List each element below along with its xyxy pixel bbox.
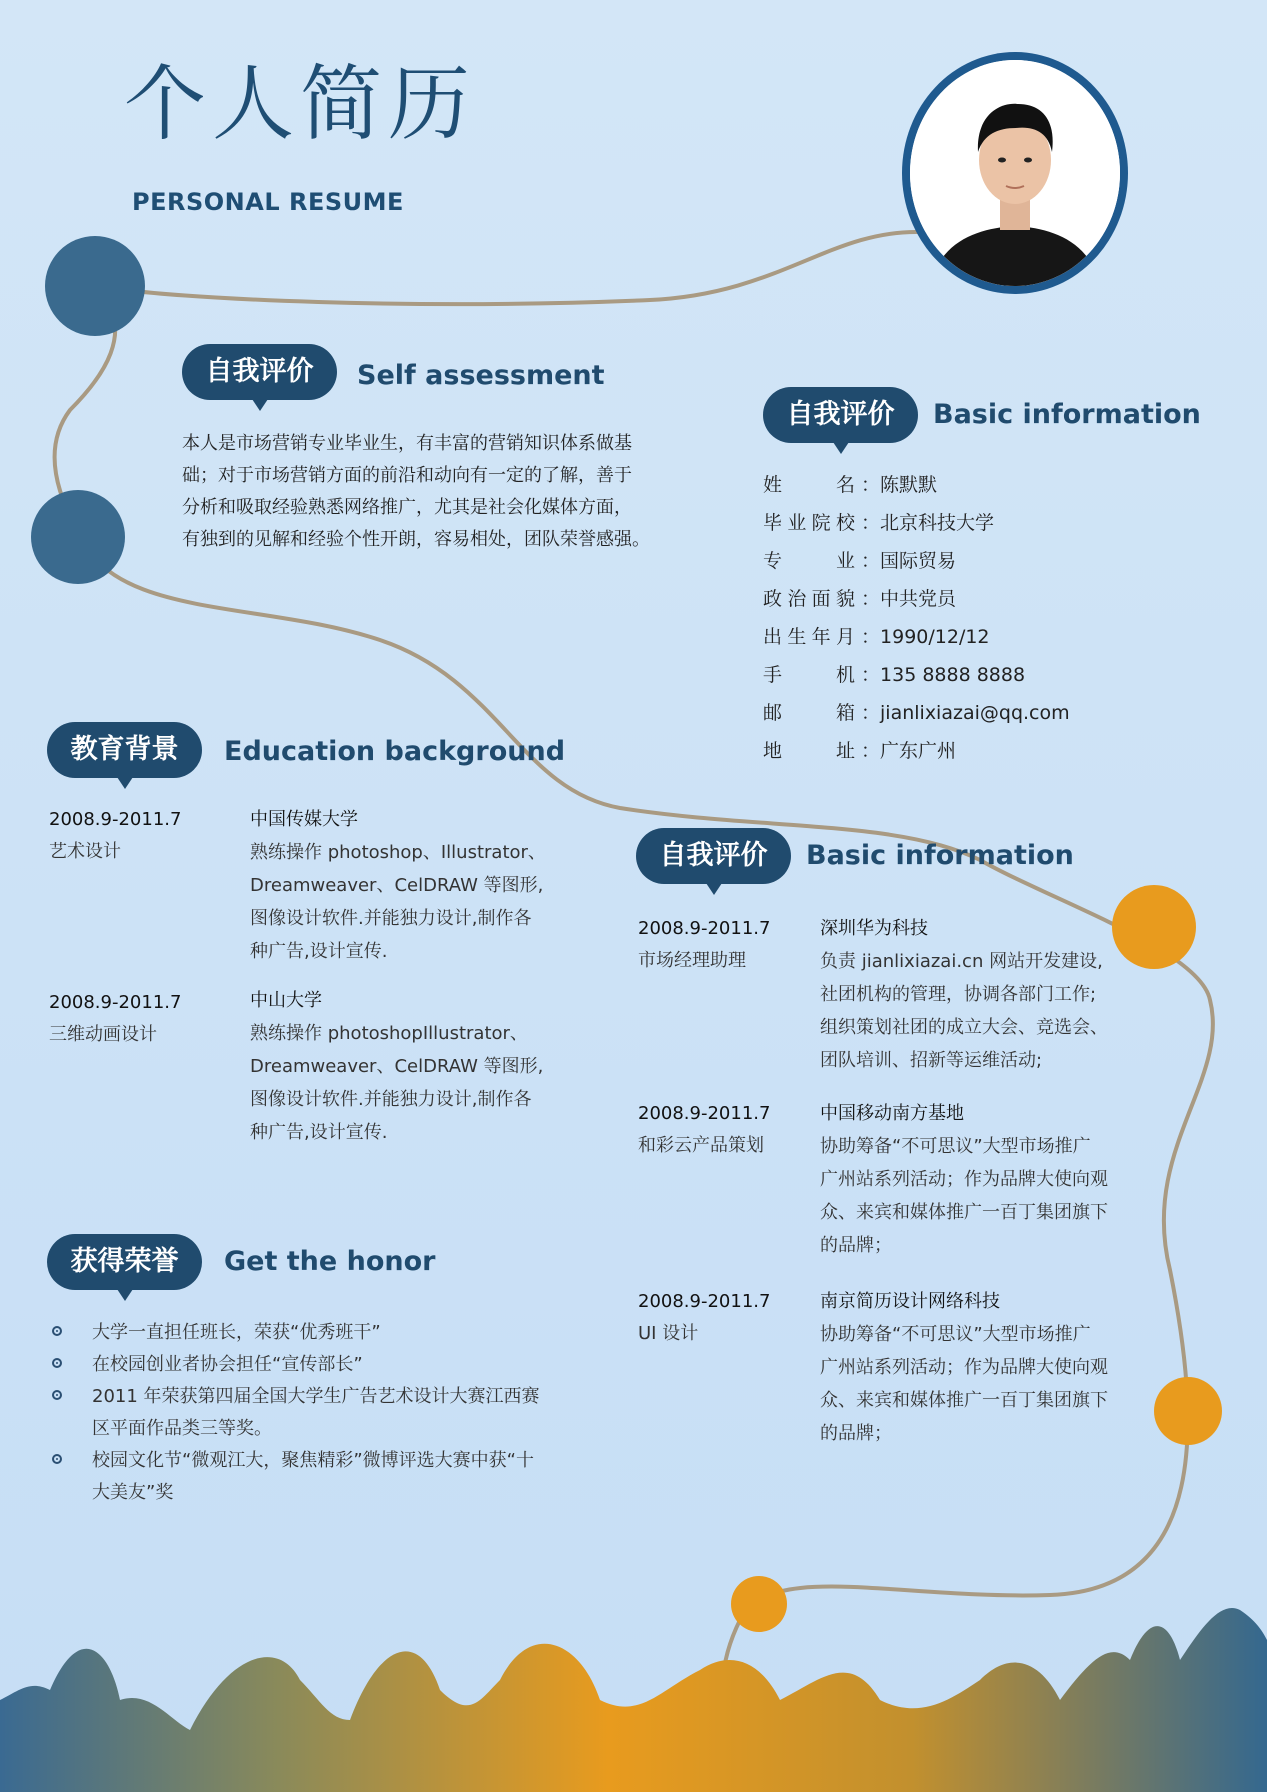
experience-entry <box>638 1098 770 1162</box>
entry-desc-line: 团队培训、招新等运维活动; <box>820 1050 1043 1071</box>
bullet-icon <box>52 1390 62 1400</box>
basic-info-badge-label: 自我评价 <box>786 399 895 430</box>
experience-entry-detail <box>820 1286 1150 1450</box>
info-value: 陈默默 <box>880 474 938 496</box>
experience-badge <box>636 828 791 884</box>
dot-orange-3 <box>731 1576 787 1632</box>
info-row-email: 邮箱 ：jianlixiazai@qq.com <box>763 694 1163 732</box>
experience-entry-detail <box>820 913 1150 1077</box>
info-row-birth: 出生年月 ：1990/12/12 <box>763 618 1163 656</box>
basic-info-badge <box>763 387 918 443</box>
self-assessment-line: 分析和吸取经验熟悉网络推广，尤其是社会化媒体方面， <box>182 497 632 518</box>
person-avatar-icon <box>910 60 1120 286</box>
bullet-icon <box>52 1358 62 1368</box>
entry-date: 2008.9-2011.7 <box>638 918 771 939</box>
honor-line: 大学一直担任班长，荣获“优秀班干” <box>92 1322 381 1343</box>
experience-entry <box>638 1286 770 1350</box>
entry-date: 2008.9-2011.7 <box>638 1291 771 1312</box>
entry-desc-line: 的品牌； <box>820 1235 892 1256</box>
entry-desc-line: 种广告,设计宣传. <box>250 941 388 962</box>
entry-desc-line: 图像设计软件.并能独力设计,制作各 <box>250 908 532 929</box>
info-key: 毕业院校 <box>763 512 855 534</box>
education-title: Education background <box>224 736 566 767</box>
experience-badge-label: 自我评价 <box>659 840 768 871</box>
entry-desc-line: 众、来宾和媒体推广一百丁集团旗下 <box>820 1390 1108 1411</box>
entry-role: 三维动画设计 <box>49 1024 157 1045</box>
bullet-icon <box>52 1454 62 1464</box>
honor-item <box>48 1317 608 1349</box>
basic-info-list <box>763 466 1163 770</box>
education-badge-label: 教育背景 <box>70 734 179 765</box>
honors-list <box>48 1317 608 1509</box>
entry-role: 和彩云产品策划 <box>638 1135 764 1156</box>
profile-photo <box>910 60 1120 286</box>
entry-desc-line: 协助筹备“不可思议”大型市场推广 <box>820 1324 1091 1345</box>
entry-date: 2008.9-2011.7 <box>49 992 182 1013</box>
info-row-political: 政治面貌 ：中共党员 <box>763 580 1163 618</box>
education-entry-detail <box>250 804 570 968</box>
info-value: 135 8888 8888 <box>880 664 1026 686</box>
page-subtitle: PERSONAL RESUME <box>132 188 404 216</box>
info-value: 国际贸易 <box>880 550 957 572</box>
self-assessment-text <box>182 428 672 556</box>
entry-org: 中山大学 <box>250 990 322 1011</box>
info-row-address: 地址 ：广东广州 <box>763 732 1163 770</box>
honor-line: 大美友”奖 <box>92 1482 174 1503</box>
info-key: 专业 <box>763 550 855 572</box>
entry-desc-line: 负责 jianlixiazai.cn 网站开发建设, <box>820 951 1103 972</box>
info-value: 1990/12/12 <box>880 626 990 648</box>
entry-date: 2008.9-2011.7 <box>638 1103 771 1124</box>
info-value: 北京科技大学 <box>880 512 995 534</box>
education-badge <box>47 722 202 778</box>
entry-desc-line: 众、来宾和媒体推广一百丁集团旗下 <box>820 1202 1108 1223</box>
entry-desc-line: Dreamweaver、CelDRAW 等图形, <box>250 1056 544 1077</box>
entry-date: 2008.9-2011.7 <box>49 809 182 830</box>
education-entry <box>49 804 181 868</box>
info-row-school: 毕业院校 ：北京科技大学 <box>763 504 1163 542</box>
info-value: 广东广州 <box>880 740 957 762</box>
honor-item <box>48 1445 608 1509</box>
experience-entry-detail <box>820 1098 1150 1262</box>
entry-org: 中国移动南方基地 <box>820 1103 964 1124</box>
entry-desc-line: 广州站系列活动；作为品牌大使向观 <box>820 1357 1108 1378</box>
entry-desc-line: Dreamweaver、CelDRAW 等图形, <box>250 875 544 896</box>
dot-blue-1 <box>45 236 145 336</box>
entry-desc-line: 种广告,设计宣传. <box>250 1122 388 1143</box>
info-key: 姓名 <box>763 474 855 496</box>
honor-line: 区平面作品类三等奖。 <box>92 1418 272 1439</box>
entry-role: 艺术设计 <box>49 841 121 862</box>
dot-orange-2 <box>1154 1377 1222 1445</box>
experience-entry <box>638 913 770 977</box>
education-entry <box>49 987 181 1051</box>
info-key: 邮箱 <box>763 702 855 724</box>
entry-desc-line: 组织策划社团的成立大会、竞选会、 <box>820 1017 1108 1038</box>
info-value: 中共党员 <box>880 588 957 610</box>
info-key: 地址 <box>763 740 855 762</box>
self-assessment-title: Self assessment <box>357 360 605 391</box>
bullet-icon <box>52 1326 62 1336</box>
entry-org: 中国传媒大学 <box>250 809 358 830</box>
entry-desc-line: 社团机构的管理，协调各部门工作; <box>820 984 1097 1005</box>
entry-org: 南京简历设计网络科技 <box>820 1291 1000 1312</box>
self-assessment-badge <box>182 344 337 400</box>
entry-desc-line: 的品牌； <box>820 1423 892 1444</box>
honor-item <box>48 1349 608 1381</box>
info-key: 手机 <box>763 664 855 686</box>
entry-desc-line: 协助筹备“不可思议”大型市场推广 <box>820 1136 1091 1157</box>
info-value: jianlixiazai@qq.com <box>880 702 1070 724</box>
entry-desc-line: 熟练操作 photoshop、Illustrator、 <box>250 842 546 863</box>
dot-blue-2 <box>31 490 125 584</box>
education-entry-detail <box>250 985 570 1149</box>
mountain-silhouette <box>0 1608 1267 1792</box>
honors-badge <box>47 1234 202 1290</box>
page-title: 个人简历 <box>124 57 477 152</box>
honors-title: Get the honor <box>224 1246 436 1277</box>
info-row-name: 姓名 ：陈默默 <box>763 466 1163 504</box>
profile-photo-frame <box>902 52 1128 294</box>
entry-role: UI 设计 <box>638 1323 699 1344</box>
honor-item <box>48 1381 608 1445</box>
honors-badge-label: 获得荣誉 <box>70 1246 179 1277</box>
honor-line: 校园文化节“微观江大，聚焦精彩”微博评选大赛中获“十 <box>92 1450 534 1471</box>
entry-desc-line: 广州站系列活动；作为品牌大使向观 <box>820 1169 1108 1190</box>
honor-line: 2011 年荣获第四届全国大学生广告艺术设计大赛江西赛 <box>92 1386 540 1407</box>
self-assessment-line: 本人是市场营销专业毕业生，有丰富的营销知识体系做基 <box>182 433 632 454</box>
self-assessment-badge-label: 自我评价 <box>205 356 314 387</box>
info-key: 出生年月 <box>763 626 855 648</box>
self-assessment-line: 有独到的见解和经验个性开朗，容易相处，团队荣誉感强。 <box>182 529 650 550</box>
entry-desc-line: 熟练操作 photoshopIllustrator、 <box>250 1023 528 1044</box>
self-assessment-line: 础；对于市场营销方面的前沿和动向有一定的了解，善于 <box>182 465 632 486</box>
experience-title: Basic information <box>806 840 1074 871</box>
info-key: 政治面貌 <box>763 588 855 610</box>
info-row-major: 专业 ：国际贸易 <box>763 542 1163 580</box>
entry-role: 市场经理助理 <box>638 950 746 971</box>
basic-info-title: Basic information <box>933 399 1201 430</box>
entry-org: 深圳华为科技 <box>820 918 928 939</box>
info-row-phone: 手机 ：135 8888 8888 <box>763 656 1163 694</box>
entry-desc-line: 图像设计软件.并能独力设计,制作各 <box>250 1089 532 1110</box>
honor-line: 在校园创业者协会担任“宣传部长” <box>92 1354 363 1375</box>
